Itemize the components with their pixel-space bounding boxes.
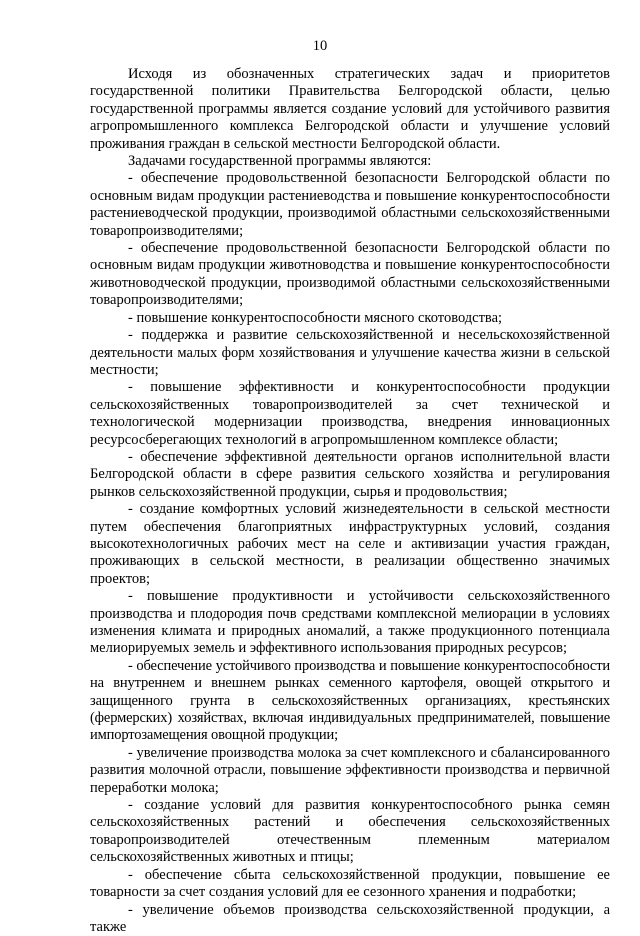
task-item: - повышение эффективности и конкурентоспособности продукции сельскохозяйственных товаропроизводителей за счет технической и технологической модернизации производства, внедрения инновационных ресурсосберегающих технологий в агропромышленном комплексе области;: [90, 379, 610, 449]
task-item: - повышение продуктивности и устойчивости сельскохозяйственного производства и плодородия почв средствами комплексной мелиорации в условиях изменения климата и природных аномалий, а также продукционного потенциала мелиорируемых земель и эффективного использования природных ресурсов;: [90, 588, 610, 658]
task-item: - увеличение производства молока за счет комплексного и сбалансированного развития молочной отрасли, повышение эффективности производства и первичной переработки молока;: [90, 745, 610, 797]
task-item: - обеспечение продовольственной безопасности Белгородской области по основным видам продукции растениеводства и повышение конкурентоспособности растениеводческой продукции, производимой областными сельскохозяйственными товаропроизводителями;: [90, 170, 610, 240]
task-item: - обеспечение эффективной деятельности органов исполнительной власти Белгородской области в сфере развития сельского хозяйства и регулирования рынков сельскохозяйственной продукции, сырья и продовольствия;: [90, 449, 610, 501]
paragraph-goal: Исходя из обозначенных стратегических задач и приоритетов государственной политики Правительства Белгородской области, целью государственной программы является создание условий для устойчивого развития агропромышленного комплекса Белгородской области и улучшение условий проживания граждан в сельской местности Белгородской области.: [90, 66, 610, 153]
document-body: [90, 66, 610, 936]
task-item: - создание условий для развития конкурентоспособного рынка семян сельскохозяйственных растений и обеспечения сельскохозяйственных товаропроизводителей отечественным племенным материалом сельскохозяйственных животных и птицы;: [90, 797, 610, 867]
task-item: - увеличение объемов производства сельскохозяйственной продукции, а также: [90, 902, 610, 936]
task-item: - поддержка и развитие сельскохозяйственной и несельскохозяйственной деятельности малых форм хозяйствования и улучшение качества жизни в сельской местности;: [90, 327, 610, 379]
paragraph-tasks-heading: Задачами государственной программы являются:: [90, 153, 610, 170]
task-item: - обеспечение устойчивого производства и повышение конкурентоспособности на внутреннем и внешнем рынках семенного картофеля, овощей открытого и защищенного грунта в сельскохозяйственных организациях, крестьянских (фермерских) хозяйствах, включая индивидуальных предпринимателей, повышение импортозамещения овощной продукции;: [90, 658, 610, 745]
page-number: 10: [0, 38, 640, 55]
task-item: - обеспечение продовольственной безопасности Белгородской области по основным видам продукции животноводства и повышение конкурентоспособности животноводческой продукции, производимой областными сельскохозяйственными товаропроизводителями;: [90, 240, 610, 310]
task-item: - обеспечение сбыта сельскохозяйственной продукции, повышение ее товарности за счет создания условий для ее сезонного хранения и подработки;: [90, 867, 610, 902]
task-item: - создание комфортных условий жизнедеятельности в сельской местности путем обеспечения благоприятных инфраструктурных условий, создания высокотехнологичных рабочих мест на селе и активизации участия граждан, проживающих в сельской местности, в реализации общественно значимых проектов;: [90, 501, 610, 588]
task-item: - повышение конкурентоспособности мясного скотоводства;: [90, 310, 610, 327]
